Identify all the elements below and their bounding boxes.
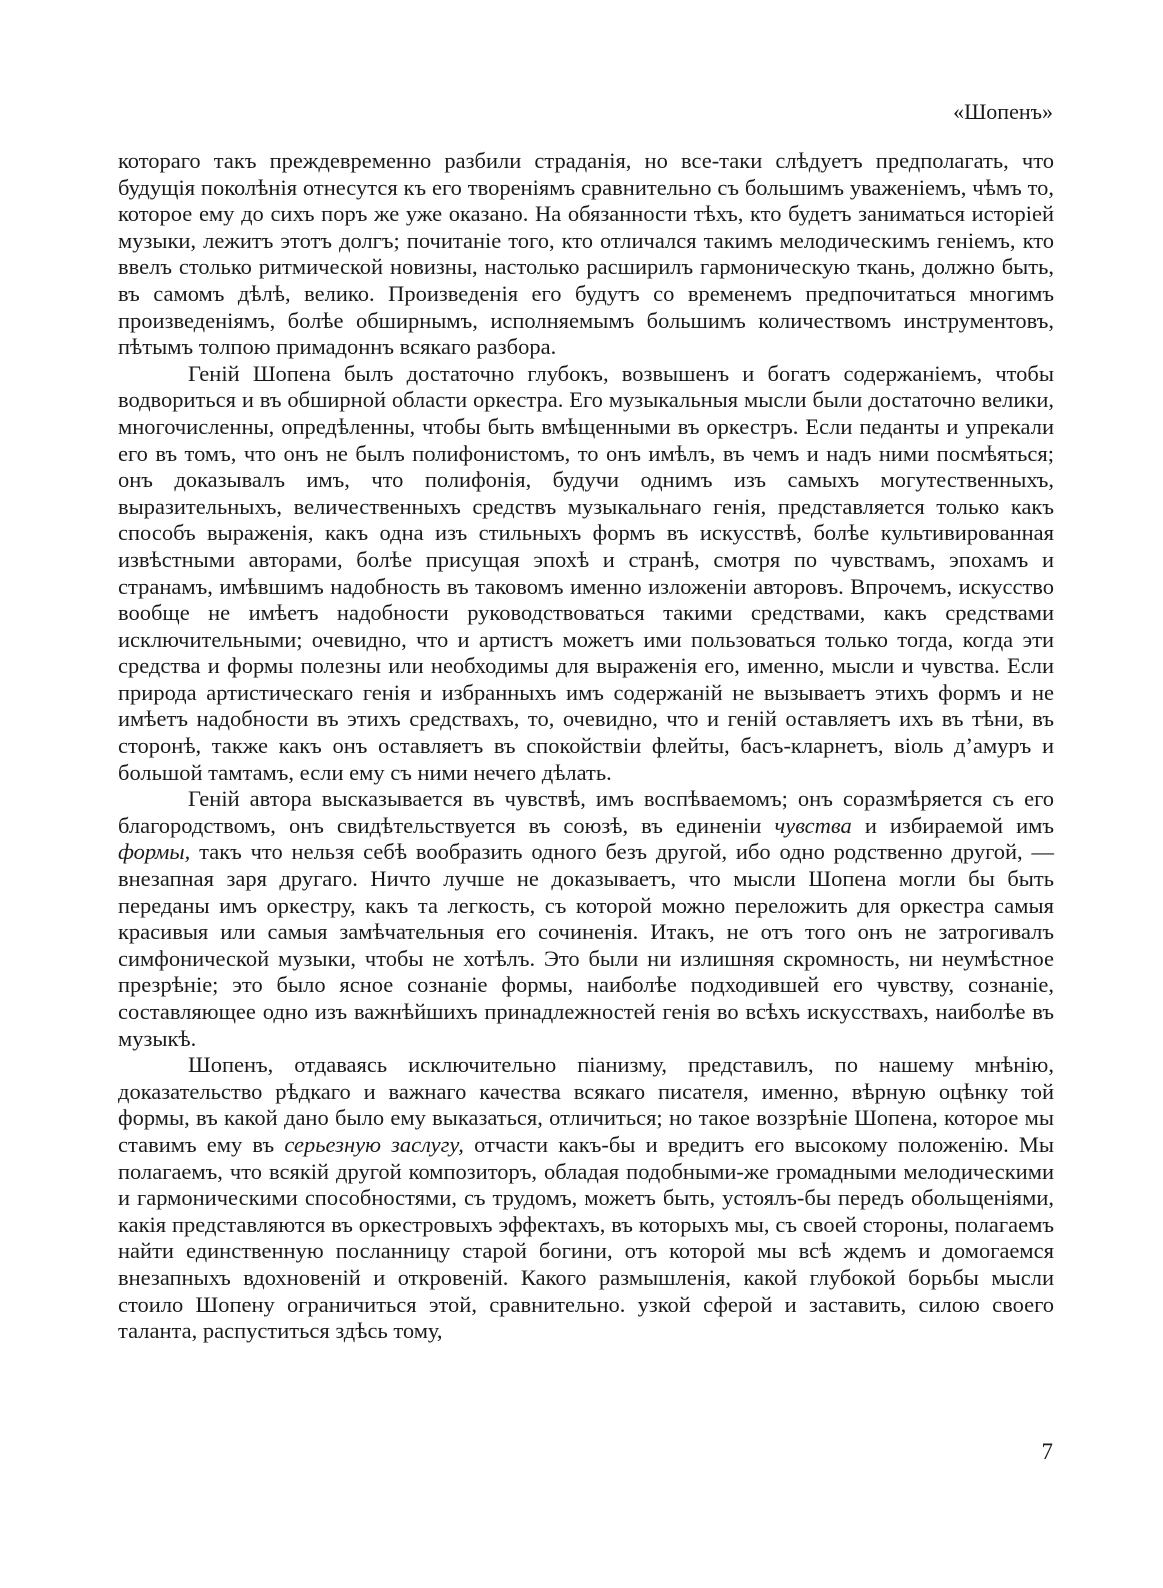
text-run: Геній автора высказывается въ чувствѣ, имъ воспѣваемомъ; онъ соразмѣряется съ его благородствомъ, онъ свидѣтельствуется въ союзѣ, въ единеніи <box>118 786 1054 838</box>
page-number: 7 <box>1041 1439 1053 1464</box>
italic-run: серьезную заслугу, <box>284 1131 464 1157</box>
text-run: и избираемой имъ <box>851 812 1055 838</box>
running-head: «Шопенъ» <box>953 99 1053 124</box>
italic-run: чувства <box>774 812 852 838</box>
text-run: Шопенъ, отдаваясь исключительно піанизму, представилъ, по нашему мнѣнію, доказательство рѣдкаго и важнаго качества всякаго писателя, именно, вѣрную оцѣнку той формы, въ какой дано было ему выказаться, отличиться; но такое воззрѣніе Шопена, которое мы ставимъ ему въ <box>118 1052 1054 1157</box>
paragraph-4 <box>118 1052 1054 1345</box>
text-run: котораго такъ преждевременно разбили страданія, но все-таки слѣдуетъ предполагать, что будущія поколѣнія отнесутся къ его твореніямъ сравнительно съ большимъ уваженіемъ, чѣмъ то, которое ему до сихъ поръ же уже оказано. На обязанности тѣхъ, кто будетъ заниматься исторіей музыки, лежитъ этотъ долгъ; почитаніе того, кто отличался такимъ мелодическимъ геніемъ, кто ввелъ столько ритмической новизны, настолько расширилъ гармоническую ткань, должно быть, въ самомъ дѣлѣ, велико. Произведенія его будутъ со временемъ предпочитаться многимъ произведеніямъ, болѣе обширнымъ, исполняемымъ большимъ количествомъ инструментовъ, пѣтымъ толпою примадоннъ всякаго разбора. <box>118 148 1054 360</box>
paragraph-2 <box>118 361 1054 787</box>
text-run: такъ что нельзя себѣ вообразить одного безъ другой, ибо одно родственно другой, — внезапная заря другаго. Ничто лучше не доказываетъ, что мысли Шопена могли бы быть переданы имъ оркестру, какъ та легкость, съ которой можно переложить для оркестра самыя красивыя или самыя замѣчательныя его сочиненія. Итакъ, не отъ того онъ не затрогивалъ симфонической музыки, чтобы не хотѣлъ. Это были ни излишняя скромность, ни неумѣстное презрѣніе; это было ясное сознаніе формы, наиболѣе подходившей его чувству, сознаніе, составляющее одно изъ важнѣйшихъ принадлежностей генія во всѣхъ искусствахъ, наиболѣе въ музыкѣ. <box>118 839 1054 1051</box>
paragraph-1 <box>118 148 1054 361</box>
text-run: Геній Шопена былъ достаточно глубокъ, возвышенъ и богатъ содержаніемъ, чтобы водвориться и въ обширной области оркестра. Его музыкальныя мысли были достаточно велики, многочисленны, опредѣленны, чтобы быть вмѣщенными въ оркестръ. Если педанты и упрекали его въ томъ, что онъ не былъ полифонистомъ, то онъ имѣлъ, въ чемъ и надъ ними посмѣяться; онъ доказывалъ имъ, что полифонія, будучи однимъ изъ самыхъ могутественныхъ, выразительныхъ, величественныхъ средствъ музыкальнаго генія, представляется только какъ способъ выраженія, какъ одна изъ стильныхъ формъ въ искусствѣ, болѣе культивированная извѣстными авторами, болѣе присущая эпохѣ и странѣ, смотря по чувствамъ, эпохамъ и странамъ, имѣвшимъ надобность въ таковомъ именно изложеніи авторовъ. Впрочемъ, искусство вообще не имѣетъ надобности руководствоваться такими средствами, какъ средствами исключительными; очевидно, что и артистъ можетъ ими пользоваться только тогда, когда эти средства и формы полезны или необходимы для выраженія его, именно, мысли и чувства. Если природа артистическаго генія и избранныхъ имъ содержаній не вызываетъ этихъ формъ и не имѣетъ надобности въ этихъ средствахъ, то, очевидно, что и геній оставляетъ ихъ въ тѣни, въ сторонѣ, также какъ онъ оставляетъ въ спокойствіи флейты, басъ-кларнетъ, віоль д’амуръ и большой тамтамъ, если ему съ ними нечего дѣлать. <box>118 360 1054 785</box>
body-text <box>118 148 1054 1345</box>
italic-run: формы, <box>118 839 191 865</box>
text-run: отчасти какъ-бы и вредитъ его высокому положенію. Мы полагаемъ, что всякій другой композиторъ, обладая подобными-же громадными мелодическими и гармоническими способностями, съ трудомъ, можетъ быть, устоялъ-бы передъ обольщеніями, какія представляются въ оркестровыхъ эффектахъ, въ которыхъ мы, съ своей стороны, полагаемъ найти единственную посланницу старой богини, отъ которой мы всѣ ждемъ и домогаемся внезапныхъ вдохновеній и откровеній. Какого размышленія, какой глубокой борьбы мысли стоило Шопену ограничиться этой, сравнительно. узкой сферой и заставить, силою своего таланта, распуститься здѣсь тому, <box>118 1131 1054 1344</box>
paragraph-3 <box>118 786 1054 1052</box>
